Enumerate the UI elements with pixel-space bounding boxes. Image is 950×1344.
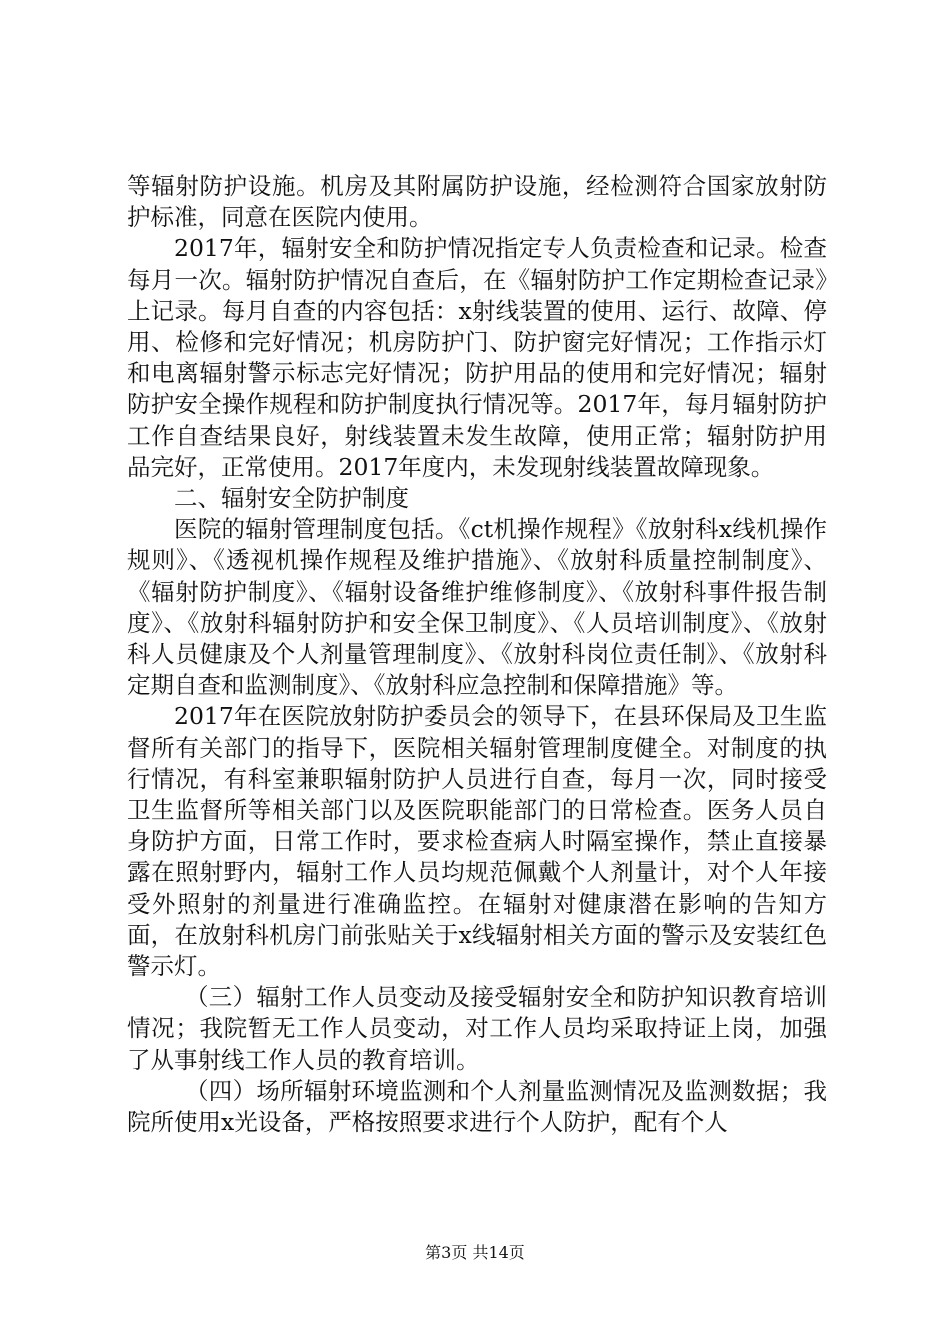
section-heading: 二、辐射安全防护制度 <box>174 484 409 513</box>
paragraph-continuation: 等辐射防护设施。机房及其附属防护设施，经检测符合国家放射防护标准，同意在医院内使用。 <box>127 172 827 232</box>
paragraph-implementation: 2017年在医院放射防护委员会的领导下，在县环保局及卫生监督所有关部门的指导下，医院相关辐射管理制度健全。对制度的执行情况，有科室兼职辐射防护人员进行自查，每月一次，同时接受卫生监督所等相关部门以及医院职能部门的日常检查。医务人员自身防护方面，日常工作时，要求检查病人时隔室操作，禁止直接暴露在照射野内，辐射工作人员均规范佩戴个人剂量计，对个人年接受外照射的剂量进行准确监控。在辐射对健康潜在影响的告知方面，在放射科机房门前张贴关于x线辐射相关方面的警示及安装红色警示灯。 <box>127 702 827 981</box>
document-body <box>127 171 827 1138</box>
page-footer <box>0 1243 950 1263</box>
paragraph-inspection: 2017年，辐射安全和防护情况指定专人负责检查和记录。检查每月一次。辐射防护情况自查后，在《辐射防护工作定期检查记录》上记录。每月自查的内容包括：x射线装置的使用、运行、故障、停用、检修和完好情况；机房防护门、防护窗完好情况；工作指示灯和电离辐射警示标志完好情况；防护用品的使用和完好情况；辐射防护安全操作规程和防护制度执行情况等。2017年，每月辐射防护工作自查结果良好，射线装置未发生故障，使用正常；辐射防护用品完好，正常使用。2017年度内，未发现射线装置故障现象。 <box>127 234 827 481</box>
paragraph-training: （三）辐射工作人员变动及接受辐射安全和防护知识教育培训情况；我院暂无工作人员变动，对工作人员均采取持证上岗，加强了从事射线工作人员的教育培训。 <box>127 983 827 1074</box>
paragraph-monitoring: （四）场所辐射环境监测和个人剂量监测情况及监测数据；我院所使用x光设备，严格按照要求进行个人防护，配有个人 <box>127 1076 827 1137</box>
page-number: 第3页 共14页 <box>425 1243 525 1262</box>
paragraph-regulations: 医院的辐射管理制度包括。《ct机操作规程》《放射科x线机操作规则》、《透视机操作规程及维护措施》、《放射科质量控制制度》、《辐射防护制度》、《辐射设备维护维修制度》、《放射科事件报告制度》、《放射科辐射防护和安全保卫制度》、《人员培训制度》、《放射科人员健康及个人剂量管理制度》、《放射科岗位责任制》、《放射科定期自查和监测制度》、《放射科应急控制和保障措施》等。 <box>127 515 827 700</box>
